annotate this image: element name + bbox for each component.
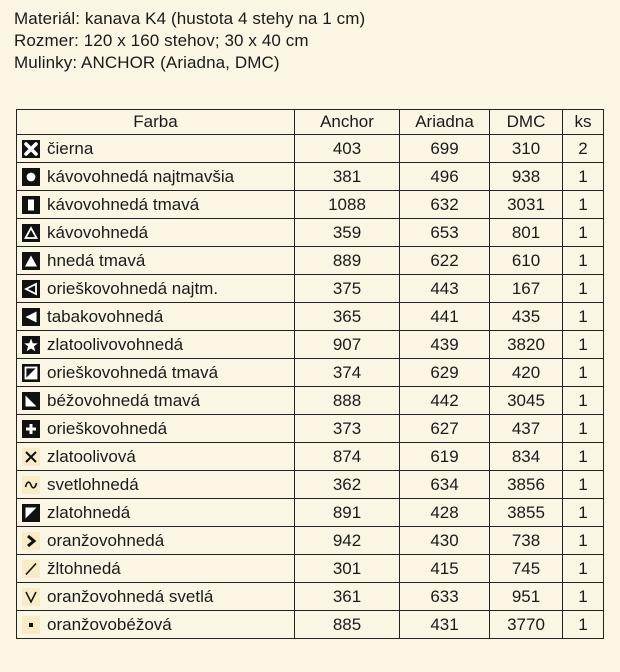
ariadna-code: 633 — [400, 583, 490, 611]
color-name-cell — [17, 275, 295, 303]
color-name: zlatoolivovohnedá — [47, 334, 184, 354]
color-name: orieškovohnedá tmavá — [47, 362, 219, 382]
skein-count: 2 — [563, 135, 604, 163]
skein-count: 1 — [563, 527, 604, 555]
ariadna-code: 442 — [400, 387, 490, 415]
anchor-code: 374 — [295, 359, 400, 387]
dmc-code: 951 — [490, 583, 563, 611]
color-name-cell — [17, 499, 295, 527]
ariadna-code: 629 — [400, 359, 490, 387]
color-name: kávovohnedá tmavá — [47, 194, 200, 214]
table-row — [17, 163, 604, 191]
anchor-code: 365 — [295, 303, 400, 331]
color-name-cell — [17, 219, 295, 247]
anchor-code: 361 — [295, 583, 400, 611]
skein-count: 1 — [563, 443, 604, 471]
color-name: oranžovohnedá — [47, 530, 165, 550]
corner-triangle-icon — [22, 392, 40, 410]
dmc-code: 3856 — [490, 471, 563, 499]
dmc-code: 420 — [490, 359, 563, 387]
skein-count: 1 — [563, 303, 604, 331]
dmc-code: 3770 — [490, 611, 563, 639]
top-corner-triangle-icon — [22, 504, 40, 522]
dmc-code: 3820 — [490, 331, 563, 359]
thread-brand-line: Mulinky: ANCHOR (Ariadna, DMC) — [14, 53, 280, 72]
skein-count: 1 — [563, 275, 604, 303]
skein-count: 1 — [563, 583, 604, 611]
color-name: svetlohnedá — [47, 474, 139, 494]
triangle-filled-icon — [22, 252, 40, 270]
anchor-code: 885 — [295, 611, 400, 639]
dmc-code: 310 — [490, 135, 563, 163]
color-name-cell — [17, 611, 295, 639]
table-row — [17, 499, 604, 527]
skein-count: 1 — [563, 611, 604, 639]
table-row — [17, 275, 604, 303]
table-header-row — [17, 110, 604, 135]
color-name: žltohnedá — [47, 558, 121, 578]
x-icon — [22, 448, 40, 466]
slash-icon — [22, 560, 40, 578]
dmc-code: 745 — [490, 555, 563, 583]
color-name-cell — [17, 135, 295, 163]
color-name: kávovohnedá najtmavšia — [47, 166, 235, 186]
ariadna-code: 415 — [400, 555, 490, 583]
color-name-cell — [17, 471, 295, 499]
plus-icon — [22, 420, 40, 438]
table-row — [17, 443, 604, 471]
skein-count: 1 — [563, 387, 604, 415]
color-name: orieškovohnedá najtm. — [47, 278, 219, 298]
ariadna-code: 653 — [400, 219, 490, 247]
color-name: zlatoolivová — [47, 446, 136, 466]
ariadna-code: 496 — [400, 163, 490, 191]
skein-count: 1 — [563, 191, 604, 219]
skein-count: 1 — [563, 219, 604, 247]
triangle-outline-icon — [22, 224, 40, 242]
anchor-code: 889 — [295, 247, 400, 275]
anchor-code: 874 — [295, 443, 400, 471]
anchor-code: 888 — [295, 387, 400, 415]
column-header-ariadna: Ariadna — [400, 110, 490, 135]
table-row — [17, 331, 604, 359]
anchor-code: 362 — [295, 471, 400, 499]
color-name: zlatohnedá — [47, 502, 131, 522]
color-name-cell — [17, 527, 295, 555]
skein-count: 1 — [563, 499, 604, 527]
ariadna-code: 428 — [400, 499, 490, 527]
skein-count: 1 — [563, 331, 604, 359]
anchor-code: 403 — [295, 135, 400, 163]
color-name-cell — [17, 331, 295, 359]
ariadna-code: 443 — [400, 275, 490, 303]
dmc-code: 3855 — [490, 499, 563, 527]
ariadna-code: 622 — [400, 247, 490, 275]
thread-color-table — [16, 109, 604, 639]
vertical-bar-icon — [22, 196, 40, 214]
v-icon — [22, 588, 40, 606]
table-row — [17, 135, 604, 163]
ariadna-code: 632 — [400, 191, 490, 219]
table-row — [17, 247, 604, 275]
color-name-cell — [17, 191, 295, 219]
dmc-code: 738 — [490, 527, 563, 555]
ariadna-code: 627 — [400, 415, 490, 443]
color-name: oranžovobéžová — [47, 614, 172, 634]
table-row — [17, 555, 604, 583]
dmc-code: 834 — [490, 443, 563, 471]
ariadna-code: 439 — [400, 331, 490, 359]
dot-icon — [22, 168, 40, 186]
material-info — [14, 8, 365, 74]
skein-count: 1 — [563, 247, 604, 275]
color-name: orieškovohnedá — [47, 418, 168, 438]
ariadna-code: 619 — [400, 443, 490, 471]
color-name-cell — [17, 415, 295, 443]
column-header-color: Farba — [17, 110, 295, 135]
table-row — [17, 387, 604, 415]
chevron-right-icon — [22, 532, 40, 550]
column-header-dmc: DMC — [490, 110, 563, 135]
color-name-cell — [17, 359, 295, 387]
left-triangle-outline-icon — [22, 280, 40, 298]
skein-count: 1 — [563, 471, 604, 499]
anchor-code: 907 — [295, 331, 400, 359]
small-dot-icon — [22, 616, 40, 634]
anchor-code: 373 — [295, 415, 400, 443]
cross-box-icon — [22, 140, 40, 158]
color-name-cell — [17, 163, 295, 191]
anchor-code: 375 — [295, 275, 400, 303]
size-line: Rozmer: 120 x 160 stehov; 30 x 40 cm — [14, 31, 309, 50]
table-row — [17, 611, 604, 639]
table-row — [17, 219, 604, 247]
dmc-code: 938 — [490, 163, 563, 191]
color-name-cell — [17, 303, 295, 331]
ariadna-code: 441 — [400, 303, 490, 331]
table-row — [17, 583, 604, 611]
table-row — [17, 191, 604, 219]
skein-count: 1 — [563, 359, 604, 387]
anchor-code: 891 — [295, 499, 400, 527]
dmc-code: 3045 — [490, 387, 563, 415]
ariadna-code: 634 — [400, 471, 490, 499]
anchor-code: 301 — [295, 555, 400, 583]
column-header-count: ks — [563, 110, 604, 135]
left-triangle-filled-icon — [22, 308, 40, 326]
ariadna-code: 430 — [400, 527, 490, 555]
table-row — [17, 471, 604, 499]
column-header-anchor: Anchor — [295, 110, 400, 135]
ariadna-code: 431 — [400, 611, 490, 639]
ariadna-code: 699 — [400, 135, 490, 163]
table-row — [17, 527, 604, 555]
color-name: oranžovohnedá svetlá — [47, 586, 214, 606]
skein-count: 1 — [563, 555, 604, 583]
color-name-cell — [17, 443, 295, 471]
anchor-code: 942 — [295, 527, 400, 555]
dmc-code: 610 — [490, 247, 563, 275]
skein-count: 1 — [563, 415, 604, 443]
color-name-cell — [17, 387, 295, 415]
dmc-code: 3031 — [490, 191, 563, 219]
anchor-code: 359 — [295, 219, 400, 247]
table-row — [17, 359, 604, 387]
diagonal-box-icon — [22, 364, 40, 382]
anchor-code: 381 — [295, 163, 400, 191]
dmc-code: 435 — [490, 303, 563, 331]
material-line: Materiál: kanava K4 (hustota 4 stehy na 1 cm) — [14, 9, 366, 28]
color-name: béžovohnedá tmavá — [47, 390, 201, 410]
wave-icon — [22, 476, 40, 494]
color-name-cell — [17, 555, 295, 583]
color-name: čierna — [47, 138, 94, 158]
color-name-cell — [17, 247, 295, 275]
anchor-code: 1088 — [295, 191, 400, 219]
dmc-code: 167 — [490, 275, 563, 303]
star-icon — [22, 336, 40, 354]
table-row — [17, 303, 604, 331]
skein-count: 1 — [563, 163, 604, 191]
color-name: hnedá tmavá — [47, 250, 146, 270]
color-name: tabakovohnedá — [47, 306, 164, 326]
table-row — [17, 415, 604, 443]
dmc-code: 801 — [490, 219, 563, 247]
color-name: kávovohnedá — [47, 222, 149, 242]
dmc-code: 437 — [490, 415, 563, 443]
color-name-cell — [17, 583, 295, 611]
